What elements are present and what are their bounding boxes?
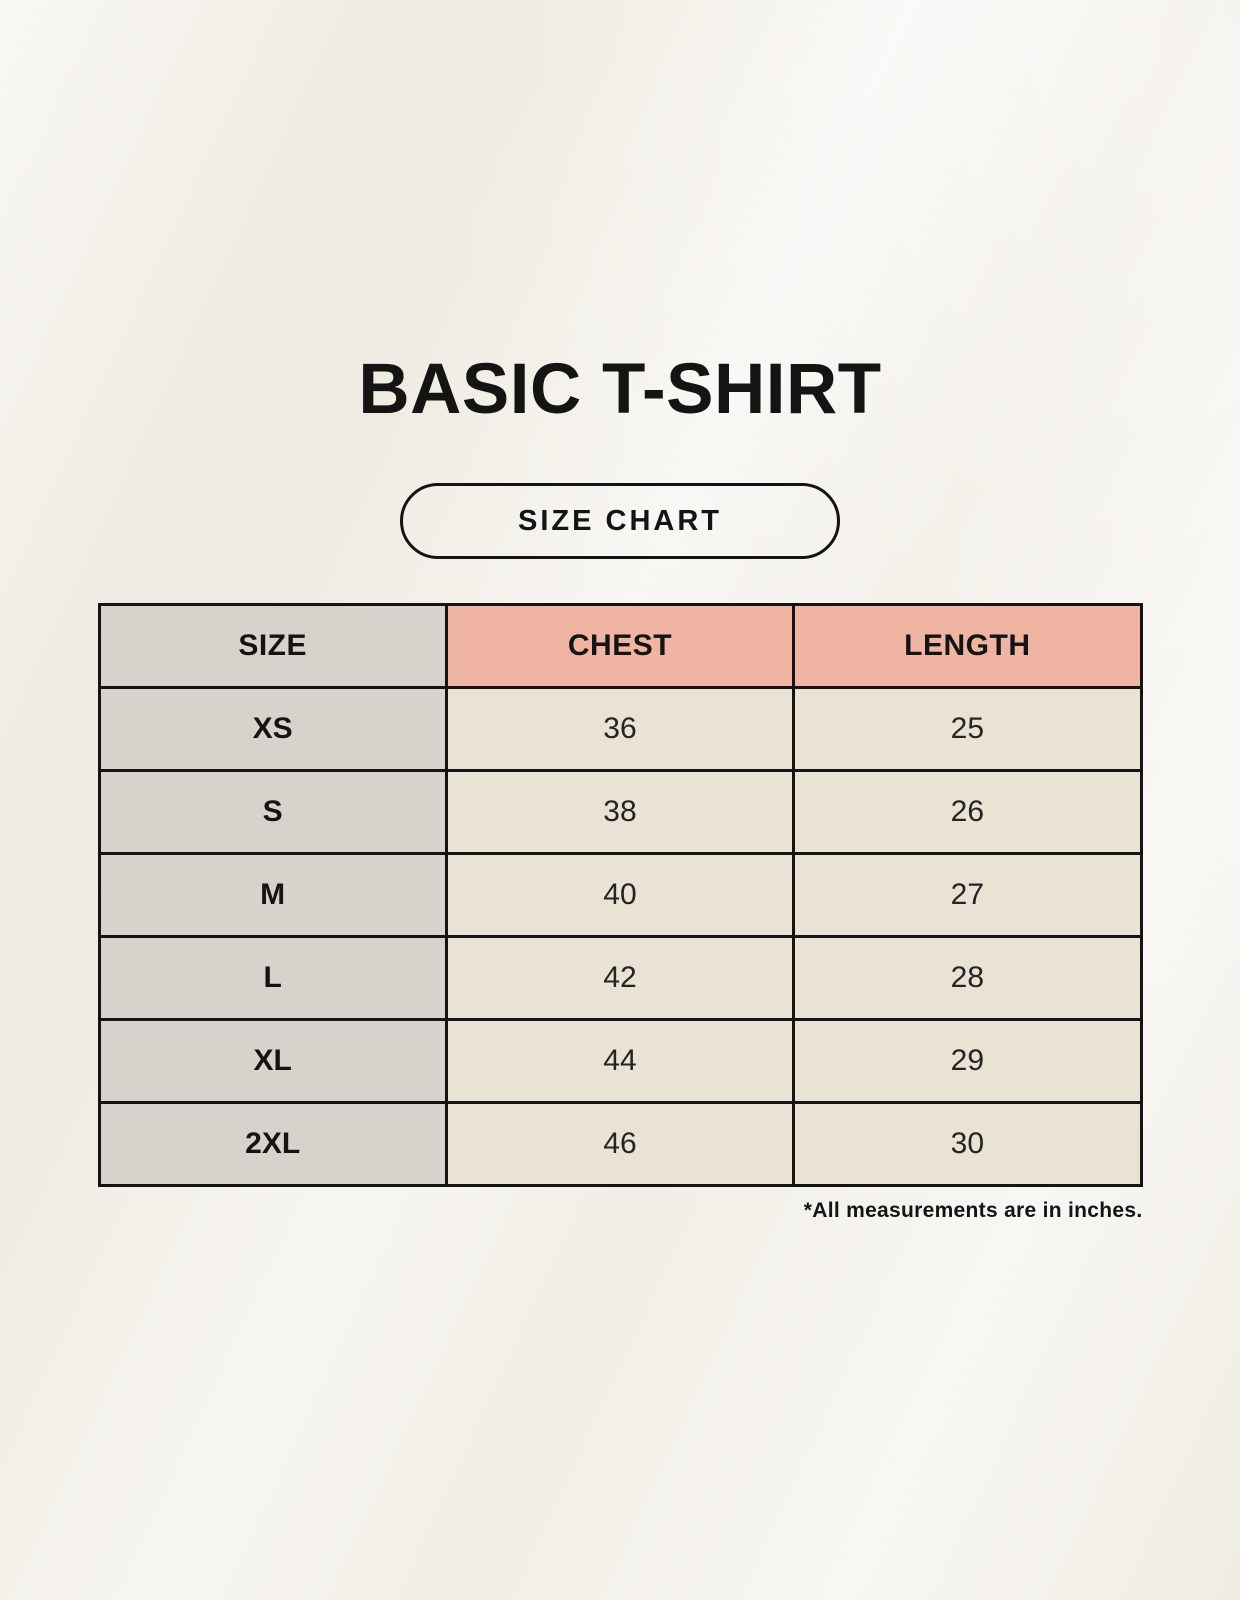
- table-row-m: [99, 854, 1141, 937]
- size-label: S: [99, 771, 446, 854]
- size-label: 2XL: [99, 1103, 446, 1186]
- size-chart-button-label: SIZE CHART: [518, 504, 722, 537]
- table-row-2xl: [99, 1103, 1141, 1186]
- length-value: 30: [794, 1103, 1141, 1186]
- product-title: BASIC T-SHIRT: [358, 350, 882, 429]
- measurement-unit-footnote: *All measurements are in inches.: [803, 1199, 1143, 1222]
- column-header-chest: CHEST: [446, 605, 793, 688]
- size-chart-table: [98, 603, 1143, 1187]
- column-header-length: LENGTH: [794, 605, 1141, 688]
- table-row-xl: [99, 1020, 1141, 1103]
- column-header-size: SIZE: [99, 605, 446, 688]
- chest-value: 38: [446, 771, 793, 854]
- size-chart-button[interactable]: [400, 483, 840, 559]
- chest-value: 44: [446, 1020, 793, 1103]
- table-header-row: [99, 605, 1141, 688]
- length-value: 27: [794, 854, 1141, 937]
- size-label: XL: [99, 1020, 446, 1103]
- length-value: 28: [794, 937, 1141, 1020]
- table-row-s: [99, 771, 1141, 854]
- length-value: 26: [794, 771, 1141, 854]
- length-value: 25: [794, 688, 1141, 771]
- size-label: L: [99, 937, 446, 1020]
- chest-value: 42: [446, 937, 793, 1020]
- table-row-l: [99, 937, 1141, 1020]
- chest-value: 36: [446, 688, 793, 771]
- chest-value: 40: [446, 854, 793, 937]
- table-row-xs: [99, 688, 1141, 771]
- size-label: M: [99, 854, 446, 937]
- size-label: XS: [99, 688, 446, 771]
- chest-value: 46: [446, 1103, 793, 1186]
- length-value: 29: [794, 1020, 1141, 1103]
